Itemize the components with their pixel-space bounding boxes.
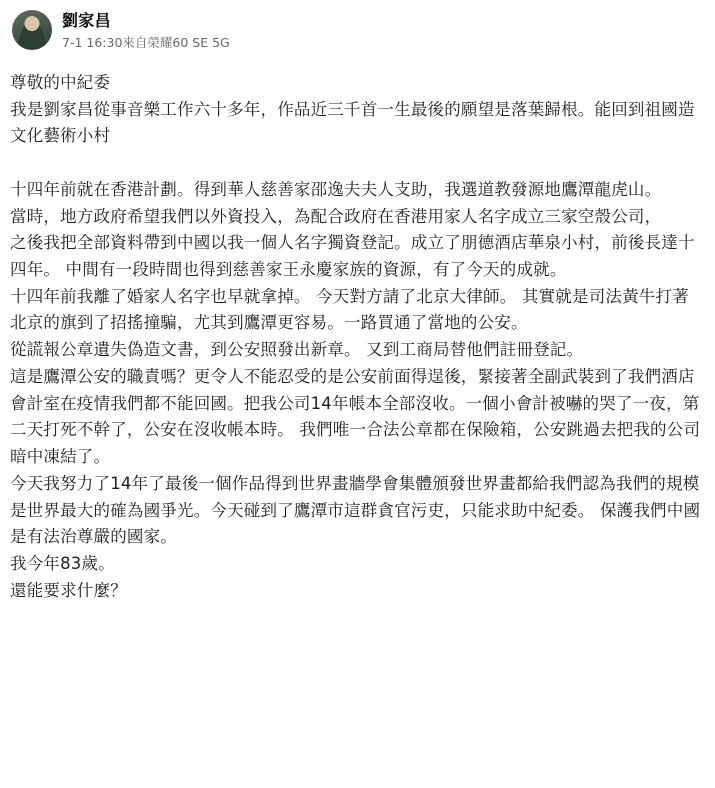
- post-paragraph: 這是鷹潭公安的職責嗎？更令人不能忍受的是公安前面得逞後，緊接著全副武裝到了我們酒店會計室在疫情我們都不能回國。把我公司14年帳本全部沒收。一個小會計被嚇的哭了一夜，第二天打死不幹了，公安在沒收帳本時。 我們唯一合法公章都在保險箱，公安跳過去把我的公司暗中凍結了。: [10, 366, 701, 467]
- post-paragraph: 尊敬的中紀委: [10, 73, 111, 92]
- post-paragraph: 今天我努力了14年了最後一個作品得到世界畫牆學會集體頒發世界畫都給我們認為我們的規模是世界最大的確為國爭光。今天碰到了鷹潭市這群貪官污吏，只能求助中紀委。 保護我們中國是有法治尊嚴的國家。: [10, 473, 701, 547]
- post-paragraph-spacer: [10, 150, 705, 177]
- post-timestamp-device: 7-1 16:30來自榮耀60 SE 5G: [62, 35, 230, 50]
- post-paragraph: 之後我把全部資料帶到中國以我一個人名字獨資登記。成立了朋德酒店華泉小村，前後長達十四年。 中間有一段時間也得到慈善家王永慶家族的資源，有了今天的成就。: [10, 233, 695, 280]
- post-paragraph: 我今年83歲。: [10, 553, 115, 573]
- post-paragraph: 從謊報公章遺失偽造文書，到公安照發出新章。 又到工商局替他們註冊登記。: [10, 340, 584, 360]
- post-paragraph: 十四年前我離了婚家人名字也早就拿掉。 今天對方請了北京大律師。 其實就是司法黃牛打著北京的旗到了招搖撞騙，尤其到鷹潭更容易。一路買通了當地的公安。: [10, 286, 689, 333]
- post-paragraph: 當時，地方政府希望我們以外資投入，為配合政府在香港用家人名字成立三家空殼公司，: [10, 206, 662, 226]
- post-header-text: [62, 10, 230, 52]
- post-header: [0, 0, 715, 58]
- post-paragraph: 還能要求什麼？: [10, 580, 127, 600]
- post-body: [0, 58, 715, 618]
- user-avatar-icon[interactable]: [12, 10, 52, 50]
- author-name[interactable]: 劉家昌: [62, 11, 111, 30]
- post-paragraph: 我是劉家昌從事音樂工作六十多年，作品近三千首一生最後的願望是落葉歸根。能回到祖國造文化藝術小村: [10, 99, 695, 146]
- post-paragraph: 十四年前就在香港計劃。得到華人慈善家邵逸夫夫人支助，我選道教發源地鷹潭龍虎山。: [10, 179, 662, 199]
